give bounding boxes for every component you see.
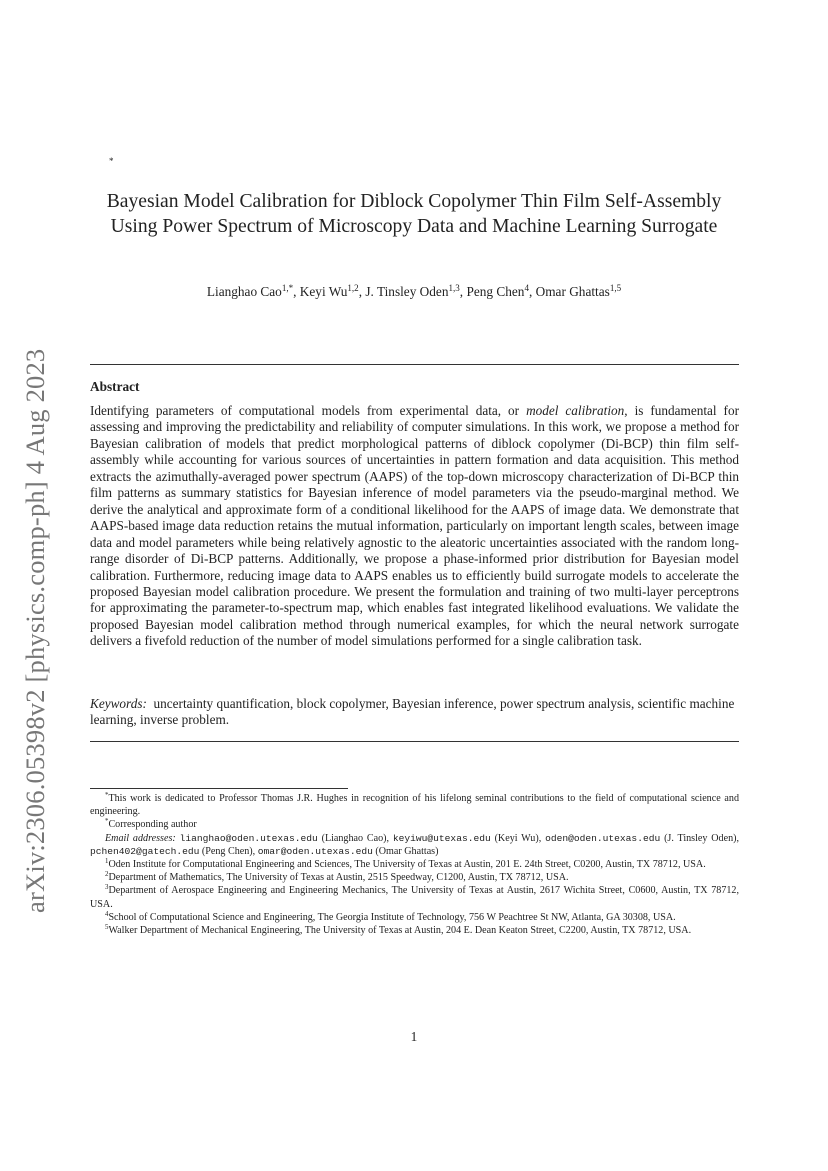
footnote-affiliation: [90, 924, 739, 937]
abstract-top-rule: [90, 364, 739, 365]
author-name: J. Tinsley Oden: [365, 284, 449, 299]
abstract-heading: Abstract: [90, 379, 140, 394]
footnote-mark: 2: [105, 871, 109, 879]
footnote-corresponding: [90, 818, 739, 831]
footnote-mark: 1: [105, 858, 109, 866]
footnote-affiliation: [90, 871, 739, 884]
author-name: Peng Chen: [466, 284, 525, 299]
footnote-text: Oden Institute for Computational Engineering and Sciences, The University of Texas at Austin, 201 E. 24th Street, C0200, Austin, TX 78712, USA.: [108, 859, 706, 871]
footnote-text: Walker Department of Mechanical Engineering, The University of Texas at Austin, 204 E. Dean Keaton Street, C2200, Austin, TX 78712, USA.: [108, 925, 692, 937]
email-address[interactable]: keyiwu@utexas.edu: [392, 832, 491, 844]
email-owner: (Peng Chen),: [201, 845, 256, 857]
email-address[interactable]: oden@oden.utexas.edu: [545, 832, 661, 844]
keywords-text: uncertainty quantification, block copolymer, Bayesian inference, power spectrum analysis, scientific machine learning, inverse problem.: [90, 696, 735, 728]
author-affiliation: 1,5: [609, 283, 622, 294]
footnote-affiliation: [90, 858, 739, 871]
email-label: Email addresses:: [105, 832, 176, 844]
arxiv-identifier: arXiv:2306.05398v2 [physics.comp-ph] 4 Aug 2023: [20, 348, 50, 913]
email-address[interactable]: pchen402@gatech.edu: [90, 845, 200, 857]
author-name: Omar Ghattas: [535, 284, 610, 299]
footnote-text: Department of Aerospace Engineering and Engineering Mechanics, The University of Texas at Austin, 2617 Wichita Street, C0600, Austin, TX 78712, USA.: [90, 885, 739, 910]
footnote-mark: *: [105, 792, 109, 800]
footnote-text: Corresponding author: [108, 819, 197, 831]
footnote-mark: 5: [105, 924, 109, 932]
footnote-rule: [90, 788, 348, 789]
abstract-emphasis: model calibration: [526, 403, 625, 418]
author-name: Keyi Wu: [299, 284, 348, 299]
footnote-affiliation: [90, 911, 739, 924]
author-affiliation: 1,2: [347, 283, 359, 294]
footnote-text: Department of Mathematics, The University of Texas at Austin, 2515 Speedway, C1200, Austin, TX 78712, USA.: [108, 872, 569, 884]
abstract-text: Identifying parameters of computational models from experimental data, or: [90, 403, 527, 418]
email-owner: (Lianghao Cao),: [321, 832, 390, 844]
author-affiliation: 4: [524, 283, 529, 294]
author-affiliation: 1,3: [448, 283, 460, 294]
footnote-mark: 4: [105, 911, 109, 919]
email-address[interactable]: lianghao@oden.utexas.edu: [179, 832, 318, 844]
abstract-body: [90, 403, 739, 650]
footnote-mark: *: [105, 818, 109, 826]
abstract-bottom-rule: [90, 741, 739, 742]
email-owner: (Keyi Wu),: [494, 832, 542, 844]
footnote-affiliation: [90, 884, 739, 910]
keywords-label: Keywords:: [90, 696, 147, 711]
footnote-mark: 3: [105, 884, 109, 892]
paper-title: Bayesian Model Calibration for Diblock Copolymer Thin Film Self-Assembly Using Power Spectrum of Microscopy Data and Machine Learning Surrogate: [106, 191, 722, 237]
footnotes: [90, 792, 739, 937]
author-affiliation: 1,*: [281, 283, 294, 294]
keywords: [90, 696, 739, 729]
footnote-dedication: [90, 792, 739, 818]
email-owner: (Omar Ghattas): [375, 845, 439, 857]
author-list: Lianghao Cao$^{1,*}$, Keyi Wu$^{1,2}$, J. Tinsley Oden$^{1,3}$, Peng Chen$^4$, Omar Ghattas$^{1,5}$: [206, 283, 622, 299]
author-name: Lianghao Cao: [206, 284, 282, 299]
footnote-text: This work is dedicated to Professor Thomas J.R. Hughes in recognition of his lifelong seminal contributions to the field of computational science and engineering.: [90, 793, 739, 818]
title-footnote-mark: *: [109, 156, 114, 166]
email-address[interactable]: omar@oden.utexas.edu: [257, 845, 373, 857]
footnote-text: School of Computational Science and Engineering, The Georgia Institute of Technology, 756 W Peachtree St NW, Atlanta, GA 30308, USA.: [108, 911, 676, 923]
page-number: 1: [410, 1029, 418, 1044]
email-owner: (J. Tinsley Oden),: [664, 832, 739, 844]
abstract-text: , is fundamental for assessing and improving the predictability and reliability of computer simulations. In this work, we propose a method for Bayesian calibration of models that predict morphological patterns of diblock copolymer (Di-BCP) thin film self-assembly while accounting for various sources of uncertainties in pattern formation and data acquisition. This method extracts the azimuthally-averaged power spectrum (AAPS) of the top-down microscopy characterization of Di-BCP thin film patterns as summary statistics for Bayesian inference of model parameters via the pseudo-marginal method. We derive the analytical and approximate form of a conditional likelihood for the AAPS of image data. We demonstrate that AAPS-based image data reduction retains the mutual information, particularly on important length scales, between image data and model parameters while being relatively agnostic to the aleatoric uncertainties associated with the random long-range disorder of Di-BCP patterns. Additionally, we propose a phase-informed prior distribution for Bayesian model calibration. Furthermore, reducing image data to AAPS enables us to efficiently build surrogate models to accelerate the proposed Bayesian model calibration procedure. We present the formulation and training of two multi-layer perceptrons for approximating the parameter-to-spectrum map, which enables fast integrated likelihood evaluations. We validate the proposed Bayesian model calibration method through numerical examples, for which the neural network surrogate delivers a fivefold reduction of the number of model simulations performed for a single calibration task.: [90, 403, 739, 649]
footnote-emails: [90, 832, 739, 858]
